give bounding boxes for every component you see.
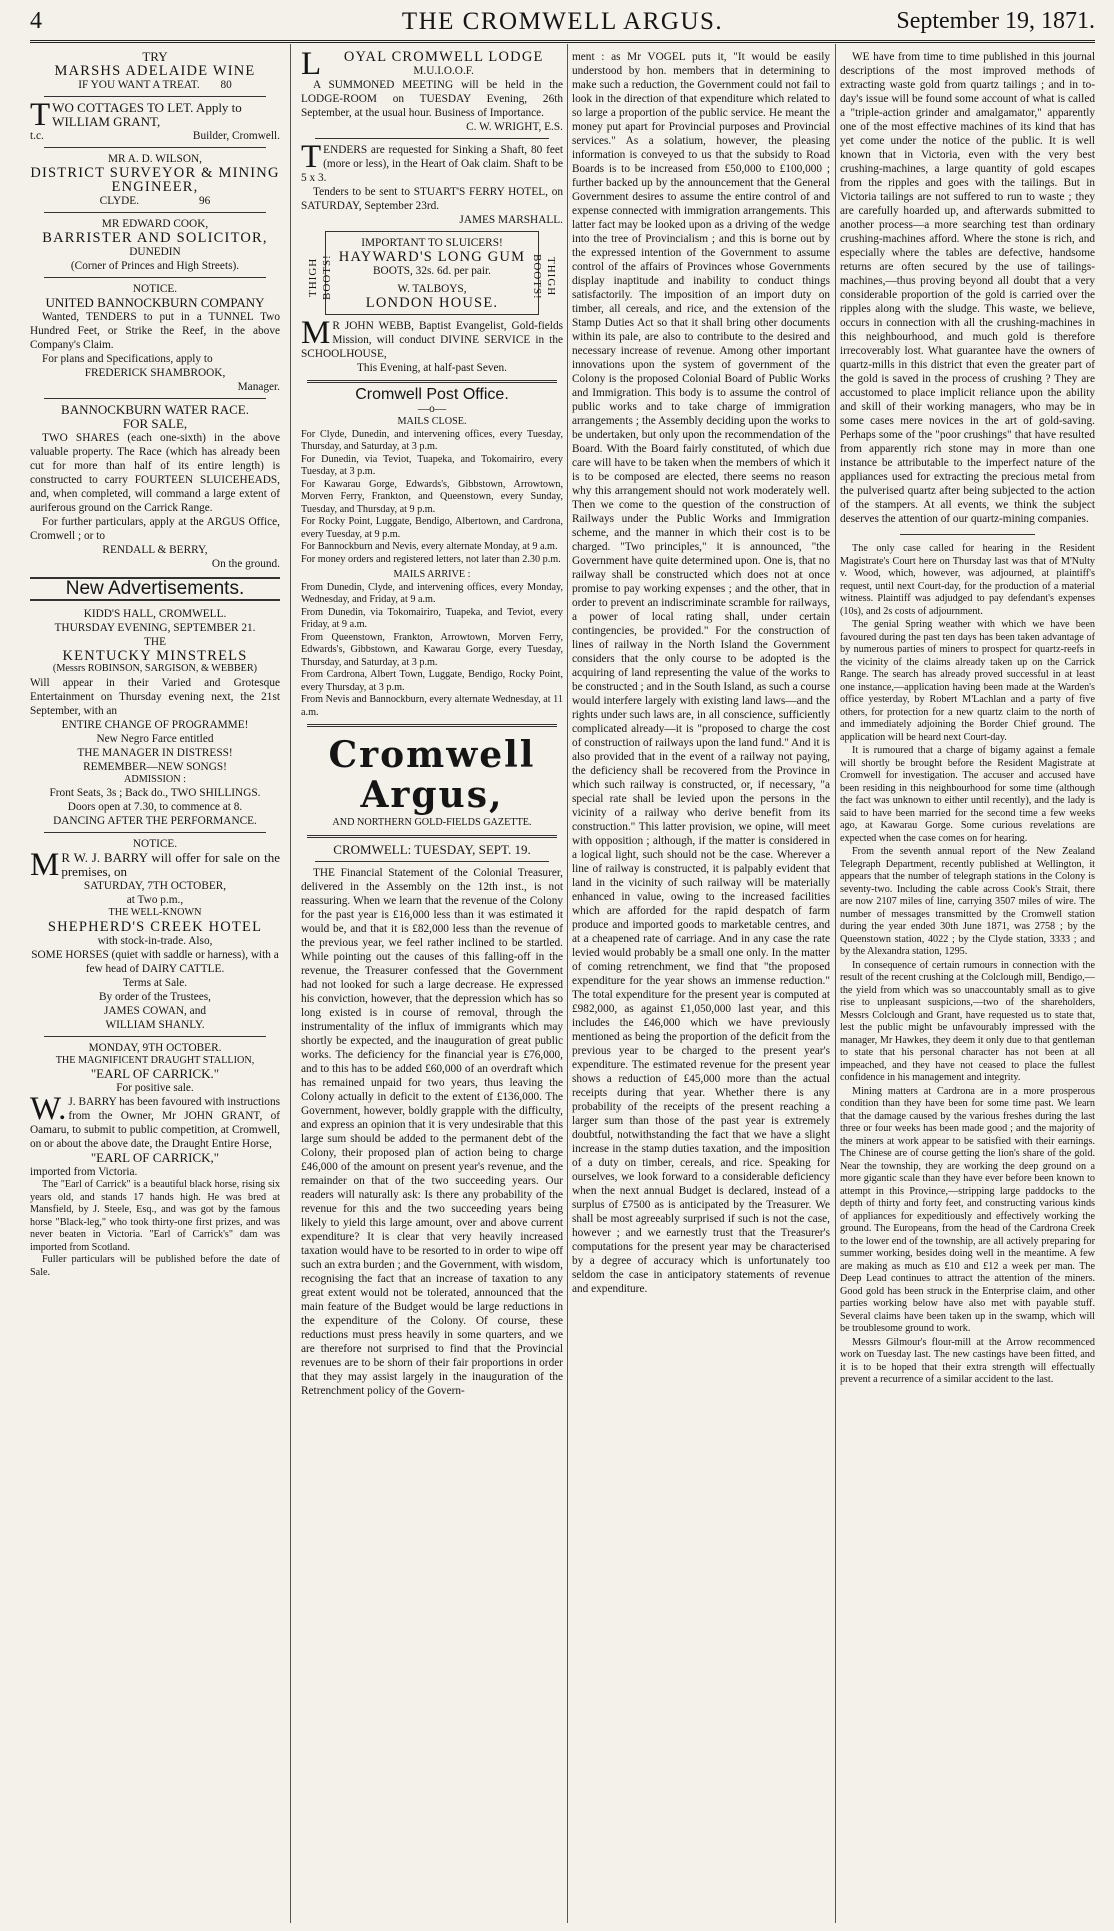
ad-loyal-cromwell-lodge: LOYAL CROMWELL LODGE M.U.I.O.O.F. A SUMMONED MEETING will be held in the LODGE-ROOM on TUESDAY Evening, 26th September, at the usual hour. Business of Importance. C. W. WRIGHT, E.S. [301,50,563,133]
article-quartz-tailings: WE have from time to time published in this journal descriptions of the most improved methods of extracting waste gold from quartz tailings ; and in to-day's issue will be found some account of what is called a "triple-action grinder and amalgamator," apparently one of the most effective machines of its kind that has yet come under the notice of the public. It is well known that in Victoria, even with the very best crushing-machines, a large quantity of gold escapes from the ripples and goes with the tailings. But in Victoria tailings are not suffered to run to waste ; they are carefully hoarded up, and afterwards submitted to another process—a more searching test than ordinary crushing-machines afford. Where the stone is rich, and especially where the tables are defective, handsome returns are often secured by the use of tailings-machines,—thus proving beyond all doubt that a very considerable proportion of the gold is carried over the ripples along with the sludge. This waste, we believe, occurs in connection with all the crushing-machines in this neighbourhood, and much gold is therefore irrecoverably lost. What guarantee have the owners of quartz-mills in this district that even the greater part of the gold is saved in the process of crushing ? They are accustomed to place implicit reliance upon the ability and skill of their working managers, who may be in some cases mere novices in the art of gold-saving. Perhaps some of the "poor crushings" that have resulted from apparently rich stone may in more than one instance be attributable to the imperfect nature of the appliances used for extracting the precious metal from the pulverised quartz after being subjected to the action of the stampers. At all events, we think the subject deserves the attention of our quartz-mining companies. [840,51,1095,525]
news-item: Mining matters at Cardrona are in a more prosperous condition than they have been for some time past. We learn that the damage caused by the various freshes during the last three or four weeks has been made good ; and the majority of the miners at work appear to be satisfied with their earnings. The Chinese are of course getting the lion's share of the gold. Near the township, they are working the deep ground on a more gigantic scale than they have ever before been known to attempt in this Province,—stripping large paddocks to the depth of thirty and forty feet, and constructing various kinds of appliances for expeditiously and effectively working the ground. The Europeans, from the head of the Cardrona Creek to the lower end of the township, are all actively preparing for summer working, besides doing well in the meantime. A few are making as much as £10 and £12 a week per man. The Deep Lead continues to attract the attention of the miners. Good gold has been struck in the Enterprise claim, and other parties working below have also met with payable stuff. Several claims have been taken up in the swamp, which will be troublesome ground to work. [840,1085,1095,1334]
new-advertisements-heading: New Advertisements. [30,577,280,601]
news-item: In consequence of certain rumours in connection with the result of the recent crushing at the Colclough mill, Bendigo,—the yield from which was so unaccountably small as to give rise to unpleasant suspicions,—two of the shareholders, Messrs Colclough and Grant, have requested us to state that, lest the public might be unfavourably impressed with the manager, Mr Hawkes, they deem it only due to that gentleman to state that his personal character has not been at all impeached, and they have not ceased to place the fullest confidence in his management and integrity. [840,959,1095,1083]
ad-cottages: TWO COTTAGES TO LET. Apply to WILLIAM GRANT, t.c. Builder, Cromwell. [30,97,280,142]
ad-bannockburn-company: NOTICE. UNITED BANNOCKBURN COMPANY Wanted, TENDERS to put in a TUNNEL Two Hundred Feet, or Strike the Reef, in the above Company's Claim. For plans and Specifications, apply to FREDERICK SHAMBROOK, Manager. [30,283,280,393]
newspaper-title: THE CROMWELL ARGUS. [401,8,724,35]
ad-earl-of-carrick: MONDAY, 9TH OCTOBER. THE MAGNIFICENT DRAUGHT STALLION, "EARL OF CARRICK." For positive sale. W.J. BARRY has been favoured with instructions from the Owner, Mr JOHN GRANT, of Oamaru, to submit to public competition, at Cromwell, on or about the above date, the Draught Entire Horse, "EARL OF CARRICK," imported from Victoria. The "Earl of Carrick" is a beautiful black horse, rising six years old, and stands 17 hands high. He was bred at Mansfield, by J. Steele, Esq., and was got by the famous horse "Black-leg," who took thirty-one first prizes, and was never beaten in Victoria. "Earl of Carrick's" dam was imported from Scotland. Fuller particulars will be published before the date of Sale. [30,1041,280,1278]
masthead-subtitle: AND NORTHERN GOLD-FIELDS GAZETTE. [332,817,532,828]
column-divider [835,44,836,1923]
editorial-text: THE Financial Statement of the Colonial Treasurer, delivered in the Assembly on the 12th inst., is not reassuring. When we learn that the revenue of the Colony for the past year is £16,000 less than it was estimated it would be, and that it is £82,000 less than the revenue of the previous year, we feel rather inclined to be startled. While pointing out the causes of this falling-off in the revenue, the Treasurer confessed that the Government had not looked for such a large decrease. He expressed his conviction, however, that the depression which has so long existed is in course of removal, through the instrumentality of the influx of immigrants which may shortly be expected, and the inauguration of great public works. The deficiency for the financial year is £76,000, and to this has to be added £60,000 of an overdraft which has remained unpaid for two years, thus leaving the Colony actually in deficit to the extent of £136,000. The Government, however, boldly grapple with the difficulty, and express an opinion that it is very undesirable that this large sum should be added to the permanent debt of the Colony, their proposed plan of action being to charge £46,000 of the amount on present year's revenue, and the remainder on that of the two succeeding years. Our readers will naturally ask: Is there any probability of the revenue for this and the two succeeding years being likely to yield this large amount, over and above current expenditure? It is clear that very heavily increased taxation would have to be resorted to in order to wipe off such an extra burden ; and the Government, with wisdom, recognising the fact that an increase of taxation to any great extent would not be tolerated, announced that the main feature of the Budget would be large reductions in the expenditure of the Colony. Of course, these reductions must press heavily in some quarters, and we are therefore not surprised to find that the Provincial revenues are to be shorn of their fair proportions in order that they may assist largely in the inauguration of the Retrenchment policy of the Govern- [301,866,563,1397]
column-divider [567,44,568,1923]
column-4 [840,50,1095,1923]
editorial-continued: ment : as Mr VOGEL puts it, "It would be easily understood by hon. members that in determining to make such a reduction, the Government could not fail to look in the direction of that expenditure which related to so large a proportion of the public service. He meant the money put apart for Provincial purposes and Provincial services." As a solatium, however, the pleasing information is conveyed to us that the subsidy to Road Boards is to be increased from £50,000 to £100,000 ; further backed up by the announcement that the General Government desires to assume the entire control of and expense connected with immigration arrangements. This latter fact may be looked upon as a driving of the wedge into the tree of Provincialism ; and this is borne out by the expressed intention of the Government to assume control of the affairs of Provinces whose Governments display inaptitude and inability to conduct things satisfactorily. The imposition of an import duty on timber, all cereals, and rice, and the extension of the Stamp Duties Act so that it shall bring other documents within its pale, are also to contribute to the desired and necessary increase of revenue. Among other important innovations upon the system of government of the Colony is the proposed Colonial Board of Public Works and Immigration. This body is to assume the control of public works and to take charge of immigration arrangements ; the Assembly deciding upon the works to be undertaken, but only upon the recommendation of the Board. With the Board fairly constituted, of which due care will have to be taken when the members of which it is to be composed are elected, there seems no reason why this arrangement should not work moderately well. Then we come to the question of the construction of Railways under the Public Works and Immigration scheme, and the manner in which their cost is to be charged. "Two principles," it is announced, "the Government have quite determined upon. One is, that no railway shall be constructed which does not at once promise to pay working expenses ; and the other, that in order to prevent an indiscriminate scramble for railways, a power of local rating shall, under certain contingencies, be provided." For the construction of lines of railway in the North Island the Government considers that the only course to be adopted is the acquiring of land representing the value of the works to be constructed ; and in the South Island, as such a course would interfere largely with existing land laws—and the rights under such laws are, in all conscience, sufficiently complicated already—it is "proposed to charge the cost of construction of railways upon the land fund." And it is also provided that in the event of a railway not paying, the deficiency shall be recovered from the Province in which such railway is constructed, or, if necessary, "a special rate shall be levied upon the persons in the vicinity of a railway who derive benefit from its construction." This latter provision, we opine, will meet with opposition ; although, if the matter is considered in a logical light, such should not be the case. Wherever a line of railway is constructed, it is palpably evident that land in the vicinity of such railway will be materially enhanced in value, owing to the increased facilities which are afforded for the rapid despatch of farm produce and imported goods to marketable centres, and at a cheapened rate of carriage. And in any case the rate levied would probably be a small one only. In the matter of coming retrenchment, we find that "the proposed expenditure for the year shows an immense reduction." The total expenditure for the present year is computed at £982,000, as against £1,050,000 last year, and this includes the £46,000 which we have previously mentioned as being the proportion of the deficit from the previous year to be charged to the present year's expenditure. The estimated revenue for the present year shows a reduction of £45,000 more than the actual receipts during that year. Whether there is any probability of the receipts of the present reaching a larger sum than those of the past year is extremely doubtful, notwithstanding the fact that we have a slight increase in the stamp duties taxation, and the imposition of a duty on timber, cereals, and rice. Speaking for ourselves, we look forward to a considerable deficiency when the next annual Budget is declared, instead of a surplus of £7500 as is anticipated by the Treasurer. We shall be most agreeably surprised if such is not the case, however ; and we earnestly trust that the Treasurer's computations for the present year may be characterised by a degree of accuracy which is unfortunately too seldom the case in anticipatory statements of revenue and expenditure. [572,51,830,1295]
header-rule [30,40,1095,43]
column-divider [290,44,291,1923]
column-3 [572,50,830,1923]
editorial-dateline: CROMWELL: TUESDAY, SEPT. 19. [333,841,531,857]
ad-tenders-shaft: TENDERS are requested for Sinking a Shaft, 80 feet (more or less), in the Heart of Oak claim. Shaft to be 5 x 3. Tenders to be sent to STUART'S FERRY HOTEL, on SATURDAY, September 23rd. JAMES MARSHALL. [301,139,563,226]
page-number: 4 [30,8,42,34]
ad-shepherds-creek-hotel: NOTICE. MR W. J. BARRY will offer for sale on the premises, on SATURDAY, 7TH OCTOBER, at Two p.m., THE WELL-KNOWN SHEPHERD'S CREEK HOTEL with stock-in-trade. Also, SOME HORSES (quiet with saddle or harness), with a few head of DAIRY CATTLE. Terms at Sale. By order of the Trustees, JAMES COWAN, and WILLIAM SHANLY. [30,838,280,1031]
ad-cook: MR EDWARD COOK, BARRISTER AND SOLICITOR, DUNEDIN (Corner of Princes and High Streets). [42,218,268,272]
news-item: The genial Spring weather with which we have been favoured during the past ten days has been taken advantage of by numerous parties of miners to prospect for quartz-reefs in the vicinity of the claims already taken up on the Carrick Range. The search has already proved successful in at least one instance,—application having been made at the Warden's office yesterday, by Robert M'Lachlan and a party of five others, for protection for a new quartz claim to the north of and immediately adjoining the Border Chief ground. The application will be heard next Court-day. [840,619,1095,743]
news-item: Messrs Gilmour's flour-mill at the Arrow recommenced work on Tuesday last. The new castings have been fitted, and it is to be hoped that their extra strength will effectually prevent a recurrence of a similar accident to the last. [840,1336,1095,1385]
ad-john-webb: MR JOHN WEBB, Baptist Evangelist, Gold-fields Mission, will conduct DIVINE SERVICE in the SCHOOLHOUSE, This Evening, at half-past Seven. [301,315,563,374]
news-item: From the seventh annual report of the New Zealand Telegraph Department, recently published at Wellington, it appears that the number of telegraph stations in the Colony is seventy-two. Including the cable across Cook's Strait, there are now 2107 miles of line, carrying 3507 miles of wire. The number of messages transmitted by the Cromwell station during the year ended 30th June 1871, was 2758 ; by the Queenstown station, 4022 ; by the Clyde station, 3333 ; and by the Alexandra station, 1295. [840,846,1095,957]
issue-date: September 19, 1871. [896,8,1095,34]
news-item: It is rumoured that a charge of bigamy against a female will shortly be brought before the Resident Magistrate at Cromwell for investigation. The accuser and accused have been residing in this neighbourhood for some time (although the fact was unknown to either until recently), and the lady is said to have been married for the second time a few weeks ago, at Kawarau Gorge. Some curious revelations are expected when the case comes on for hearing. [840,745,1095,844]
ad-wine: TRY MARSHS ADELAIDE WINE IF YOU WANT A TREAT. 80 [54,50,256,91]
news-item: The only case called for hearing in the Resident Magistrate's Court here on Thursday last was that of M'Nulty v. Wood, which, however, was adjourned, at plaintiff's request, until next Court-day, for the production of a material witness. Plaintiff was adjudged to pay defendant's expenses (10s), and 2s costs of adjournment. [840,543,1095,617]
ad-kentucky-minstrels: KIDD'S HALL, CROMWELL. THURSDAY EVENING, SEPTEMBER 21. THE KENTUCKY MINSTRELS (Messrs ROBINSON, SARGISON, & WEBBER) Will appear in their Varied and Grotesque Entertainment on Thursday evening next, the 21st September, with an ENTIRE CHANGE OF PROGRAMME! New Negro Farce entitled THE MANAGER IN DISTRESS! REMEMBER—NEW SONGS! ADMISSION : Front Seats, 3s ; Back do., TWO SHILLINGS. Doors open at 7.30, to commence at 8. DANCING AFTER THE PERFORMANCE. [30,608,280,827]
ad-water-race: BANNOCKBURN WATER RACE. FOR SALE, TWO SHARES (each one-sixth) in the above valuable property. The Race (which has already been cut for more than half of its entire length) is constructed to carry FOURTEEN SLUICEHEADS, and, when completed, will command a large extent of auriferous ground on the Carrick Range. For further particulars, apply at the ARGUS Office, Cromwell ; or to RENDALL & BERRY, On the ground. [30,402,280,570]
masthead: Cromwell Argus, [328,734,536,816]
column-1-advertisements [30,50,280,1923]
page-header [30,8,1095,36]
column-2 [301,50,563,1923]
ad-wilson: MR A. D. WILSON, DISTRICT SURVEYOR & MINING ENGINEER, CLYDE. 96 [30,153,280,207]
ad-thigh-boots: THIGH BOOTS! THIGH BOOTS! IMPORTANT TO SLUICERS! HAYWARD'S LONG GUM BOOTS, 32s. 6d. per pair. W. TALBOYS, LONDON HOUSE. [325,231,539,315]
post-office-notice: Cromwell Post Office. —o— MAILS CLOSE. For Clyde, Dunedin, and intervening offices, every Tuesday, Thursday, and Saturday, at 3 p.m. For Dunedin, via Teviot, Tuapeka, and Tokomairiro, every Tuesday, at 3 p.m. For Kawarau Gorge, Edwards's, Gibbstown, Arrowtown, Morven Ferry, Frankton, and Queenstown, every Sunday, Tuesday, and Thursday, at 9 p.m. For Rocky Point, Luggate, Bendigo, Albertown, and Cardrona, every Tuesday, at 9 p.m. For Bannockburn and Nevis, every alternate Monday, at 9 a.m. For money orders and registered letters, not later than 2.30 p.m. MAILS ARRIVE : From Dunedin, Clyde, and intervening offices, every Monday, Wednesday, and Friday, at 9 a.m. From Dunedin, via Tokomairiro, Tuapeka, and Teviot, every Friday, at 9 a.m. From Queenstown, Frankton, Arrowtown, Morven Ferry, Edwards's, Gibbstown, and Kawarau Gorge, every Tuesday, Thursday, and Saturday, at 3 p.m. From Cardrona, Albert Town, Luggate, Bendigo, Rocky Point, every Thursday, at 3 p.m. From Nevis and Bannockburn, every alternate Wednesday, at 11 a.m. [301,386,563,718]
